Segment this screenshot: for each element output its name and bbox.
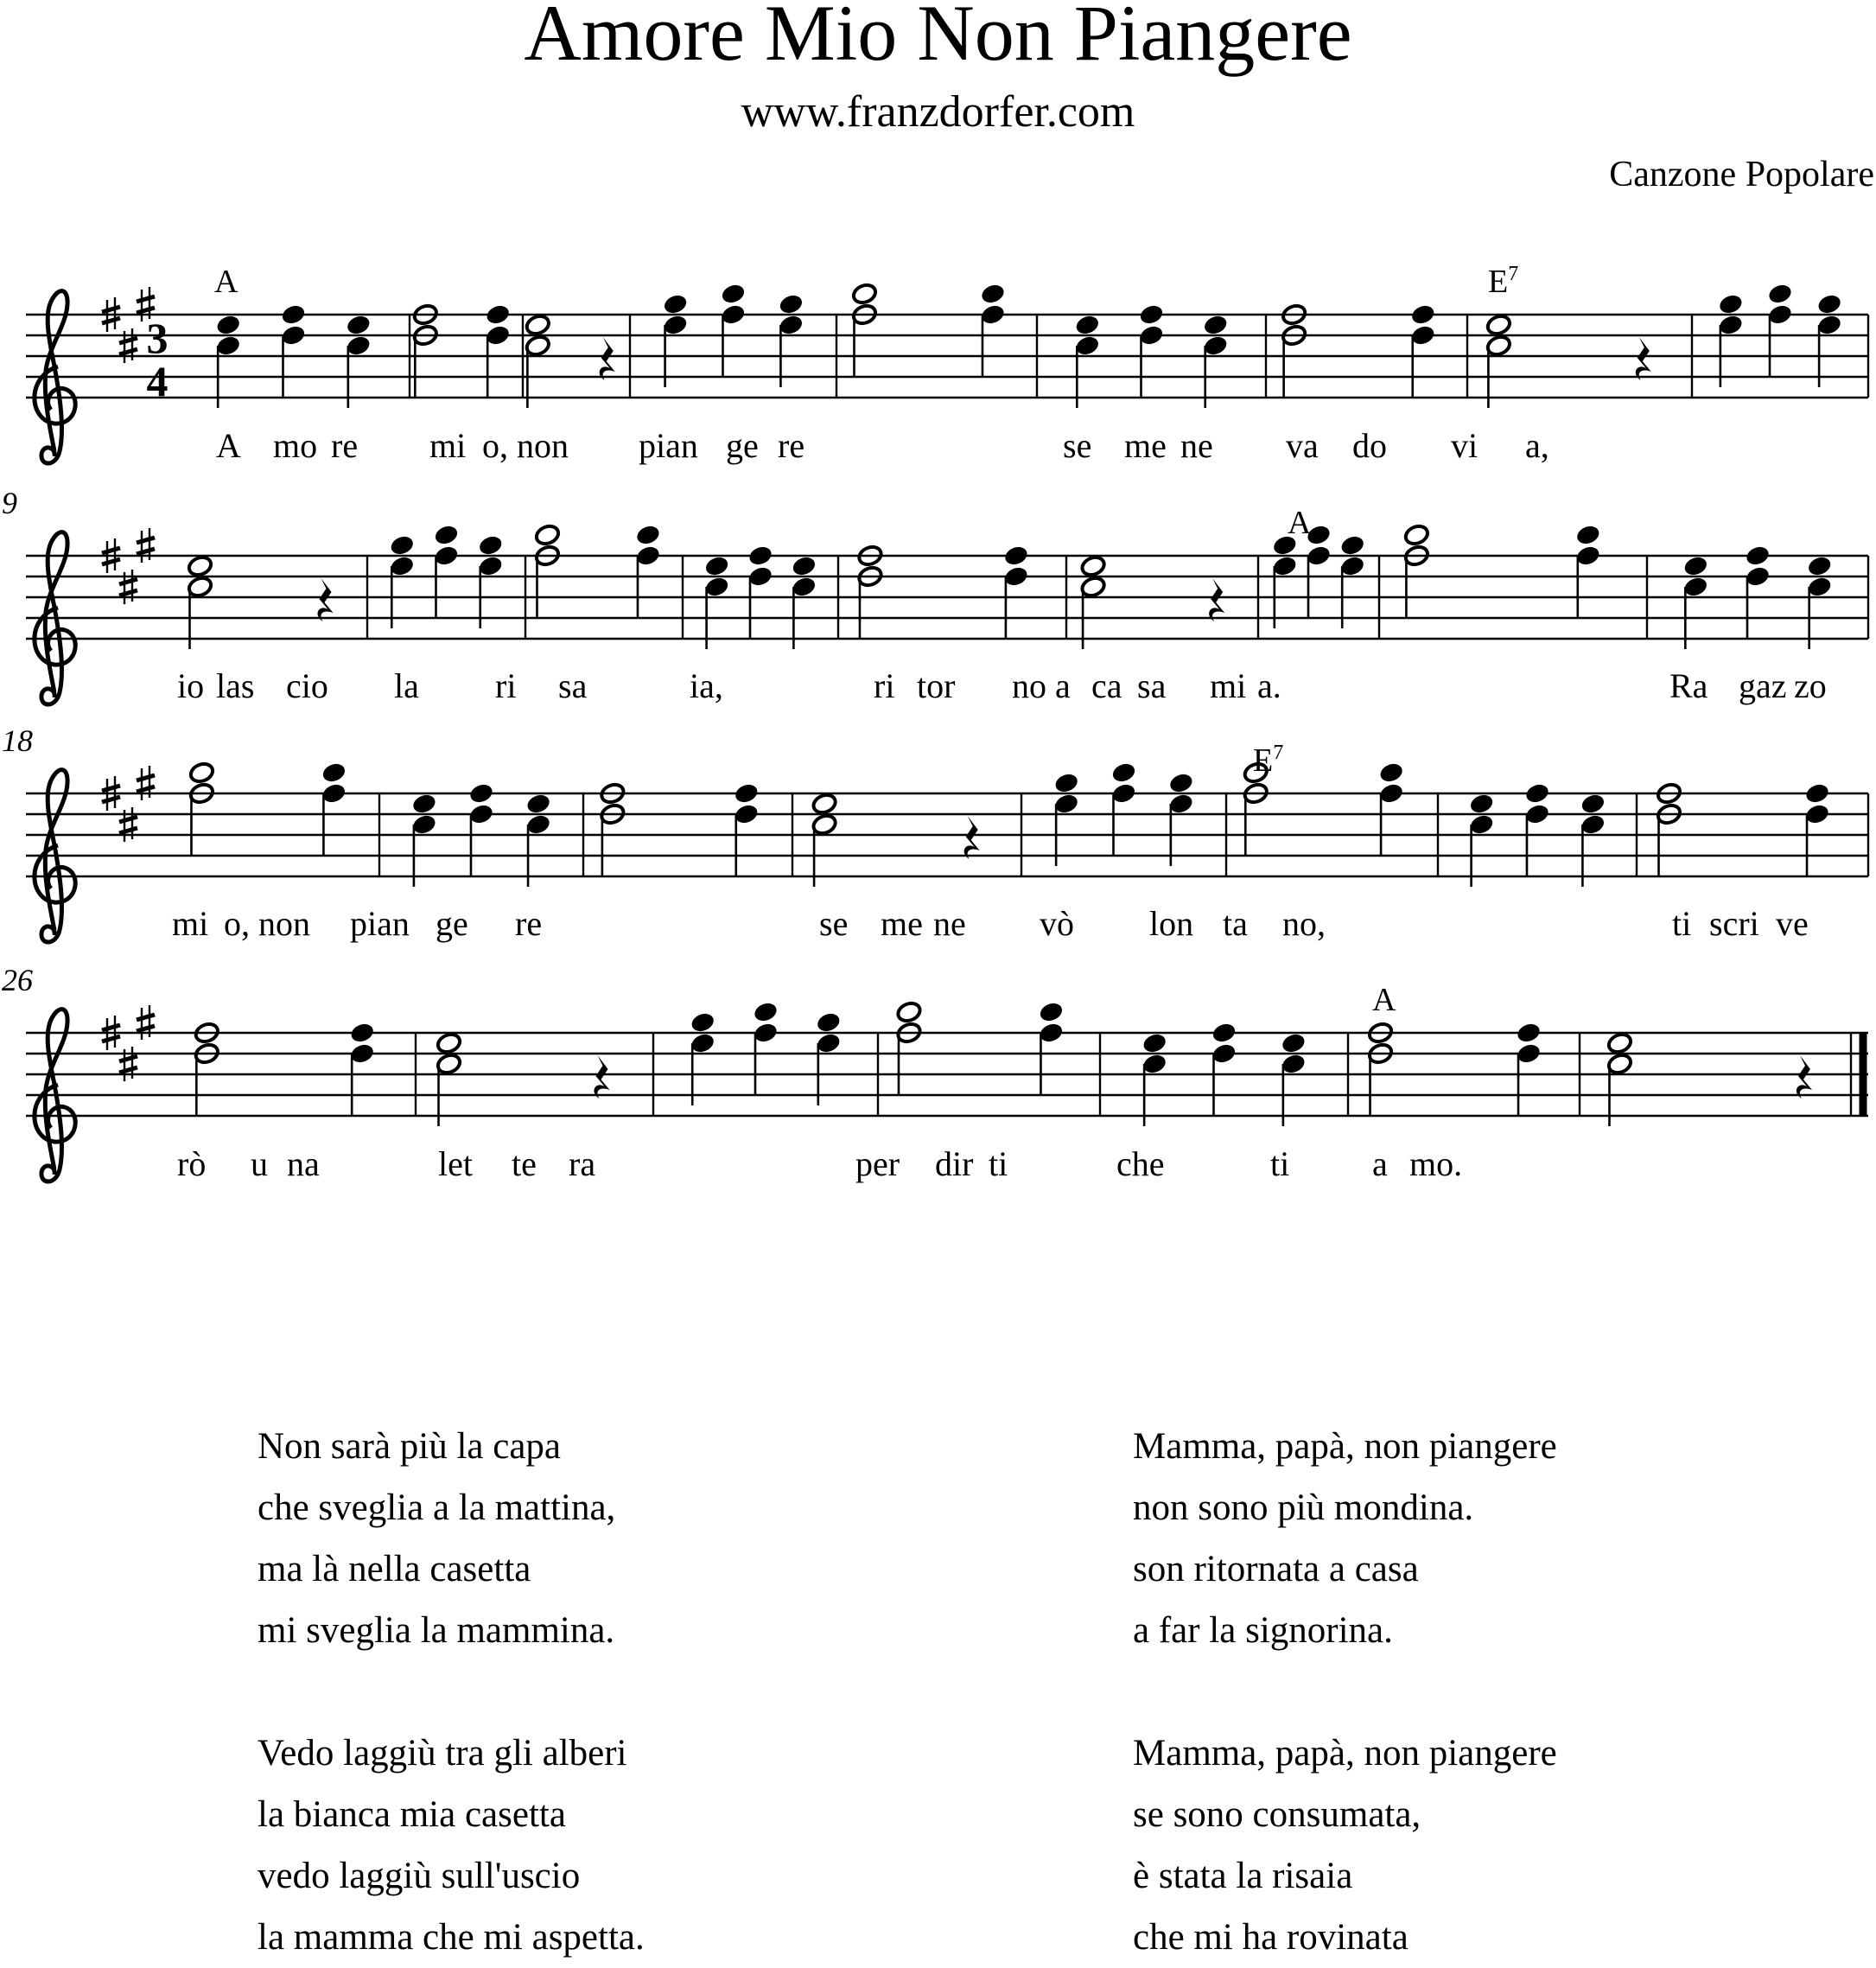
lyric-syllable: lon [1149, 904, 1194, 943]
chord-extension: 7 [1273, 742, 1284, 764]
sharp-icon [119, 328, 137, 363]
lyric-syllable: va [1286, 426, 1319, 465]
half-note-head [534, 523, 561, 546]
note-head [477, 533, 504, 557]
lyric-syllable: gaz [1739, 666, 1787, 705]
verse-line: è stata la risaia [1133, 1856, 1353, 1896]
lyric-syllable: re [515, 904, 543, 943]
verse-line: che sveglia a la mattina, [258, 1487, 616, 1528]
lyric-syllable: ia, [690, 666, 723, 705]
lyric-syllable: pian [639, 426, 698, 465]
half-note-head [525, 313, 551, 336]
note-head [815, 1010, 842, 1034]
lyric-syllable: mo [273, 426, 318, 465]
verse-line: ma là nella casetta [258, 1549, 531, 1589]
lyric-syllable: mi [429, 426, 467, 465]
verse-line: Non sarà più la capa [258, 1426, 562, 1467]
lyric-syllable: se [819, 904, 849, 943]
verse-line: vedo laggiù sull'uscio [258, 1856, 581, 1896]
lyric-syllable: sa [558, 666, 588, 705]
note-head [1141, 1031, 1168, 1054]
quarter-rest-icon [600, 337, 615, 380]
note-head [1202, 313, 1229, 336]
lyric-syllable: se [1063, 426, 1092, 465]
note-head [1280, 1031, 1307, 1054]
lyric-syllable: dir [935, 1144, 974, 1183]
lyric-syllable: tor [917, 666, 956, 705]
chord-root: A [1288, 505, 1312, 541]
lyric-syllable: las [216, 666, 255, 705]
note-head [690, 1010, 716, 1034]
lyric-syllable: ri [495, 666, 517, 705]
lyric-syllable: A [216, 426, 241, 465]
lyric-syllable: rò [177, 1144, 207, 1183]
note-head [1211, 1021, 1237, 1044]
verse-line: che mi ha rovinata [1133, 1917, 1409, 1958]
note-head [1409, 303, 1436, 326]
half-note-head [436, 1031, 462, 1054]
note-head [1167, 771, 1194, 794]
lyric-syllable: me [1124, 426, 1167, 465]
lyric-syllable: ne [1180, 426, 1213, 465]
chord-root: E [1253, 742, 1274, 779]
verse-line: Vedo laggiù tra gli alberi [258, 1733, 627, 1774]
note-head [467, 781, 494, 805]
note-head [1816, 292, 1843, 315]
chord-symbol [1288, 504, 1311, 542]
lyric-syllable: me [881, 904, 923, 943]
quarter-rest-icon [1209, 578, 1224, 621]
half-note-head [895, 1000, 922, 1023]
verse-line: mi sveglia la mammina. [258, 1610, 615, 1651]
note-head [1803, 781, 1830, 805]
half-note-head [1485, 313, 1512, 336]
lyric-syllable: ta [1223, 904, 1248, 943]
lyric-syllable: mi [1210, 666, 1247, 705]
quarter-rest-icon [1797, 1055, 1812, 1099]
lyric-syllable: cio [286, 666, 328, 705]
chord-symbol [1488, 263, 1518, 301]
note-head [485, 303, 512, 326]
lyric-syllable: o, non [224, 904, 310, 943]
lyric-syllable: zo [1794, 666, 1827, 705]
lyric-syllable: ra [569, 1144, 596, 1183]
lyric-syllable: la [394, 666, 419, 705]
note-head [747, 544, 773, 567]
lyric-syllable: mo. [1409, 1144, 1463, 1183]
note-head [1580, 792, 1606, 815]
lyric-syllable: ri [874, 666, 895, 705]
note-head [1574, 523, 1601, 546]
lyric-syllable: let [438, 1144, 473, 1183]
note-head [349, 1021, 376, 1044]
note-head [1717, 292, 1744, 315]
lyric-syllable: ve [1776, 904, 1809, 943]
measure-number: 9 [2, 486, 17, 520]
half-note-head [851, 282, 878, 305]
verse-line: son ritornata a casa [1133, 1549, 1419, 1589]
note-head [1002, 544, 1029, 567]
lyric-syllable: ge [436, 904, 468, 943]
measure-number: 18 [2, 723, 33, 758]
note-head [979, 282, 1006, 305]
half-note-head [1403, 523, 1430, 546]
note-head [1766, 282, 1793, 305]
lyric-syllable: do [1352, 426, 1387, 465]
note-head [215, 313, 242, 336]
sharp-icon [137, 766, 155, 800]
lyric-syllable: ti [989, 1144, 1008, 1183]
website-url[interactable]: www.franzdorfer.com [741, 87, 1135, 137]
quarter-rest-icon [1636, 337, 1651, 380]
quarter-rest-icon [317, 578, 333, 621]
lyric-syllable: re [331, 426, 359, 465]
lyric-syllable: vò [1040, 904, 1074, 943]
lyric-syllable: che [1116, 1144, 1165, 1183]
verse-line: la bianca mia casetta [258, 1794, 566, 1835]
lyric-syllable: te [512, 1144, 537, 1183]
note-head [662, 292, 689, 315]
chord-symbol [214, 263, 238, 301]
chord-root: E [1488, 264, 1509, 300]
note-head [1110, 761, 1137, 784]
note-head [321, 761, 347, 784]
quarter-rest-icon [594, 1055, 609, 1099]
lyric-syllable: pian [350, 904, 410, 943]
lyric-syllable: a [1372, 1144, 1388, 1183]
chord-extension: 7 [1508, 263, 1519, 285]
sharp-icon [119, 1047, 137, 1081]
lyric-syllable: a. [1257, 666, 1281, 705]
note-head [1523, 781, 1550, 805]
verse-line: a far la signorina. [1133, 1610, 1393, 1651]
lyric-syllable: sa [1137, 666, 1167, 705]
quarter-rest-icon [964, 816, 980, 859]
note-head [389, 533, 416, 557]
note-head [1339, 533, 1366, 557]
note-head [703, 554, 730, 577]
composer-credit: Canzone Popolare [1609, 155, 1874, 194]
verses-left-column [258, 1416, 645, 1968]
note-head [634, 523, 661, 546]
lyric-syllable: vi [1451, 426, 1479, 465]
time-signature-top: 3 [146, 314, 169, 362]
note-head [1053, 771, 1080, 794]
chord-root: A [1372, 982, 1396, 1018]
lyric-syllable: a, [1525, 426, 1549, 465]
lyric-syllable: ge [726, 426, 759, 465]
verse-line: la mamma che mi aspetta. [258, 1917, 645, 1958]
note-head [1806, 554, 1833, 577]
lyric-syllable: ti [1270, 1144, 1290, 1183]
sharp-icon [119, 807, 137, 842]
note-head [1515, 1021, 1542, 1044]
lyric-syllable: o, non [482, 426, 569, 465]
lyric-syllable: u [251, 1144, 268, 1183]
note-head [1744, 544, 1771, 567]
lyric-syllable: per [855, 1144, 900, 1183]
half-note-head [187, 554, 213, 577]
chord-symbol [1372, 981, 1396, 1019]
lyric-syllable: ca [1091, 666, 1122, 705]
verse-line: non sono più mondina. [1133, 1487, 1474, 1528]
lyric-syllable: Ra [1669, 666, 1708, 705]
note-head [720, 282, 747, 305]
lyric-syllable: na [287, 1144, 320, 1183]
note-head [1468, 792, 1495, 815]
note-head [1682, 554, 1709, 577]
note-head [525, 792, 551, 815]
note-head [752, 1000, 779, 1023]
lyric-syllable: re [778, 426, 805, 465]
verses-right-column [1133, 1416, 1557, 1968]
chord-symbol [1253, 742, 1283, 780]
measure-number: 26 [2, 963, 33, 997]
sharp-icon [137, 528, 155, 563]
lyric-syllable: scri [1709, 904, 1759, 943]
note-head [433, 523, 460, 546]
half-note-head [1606, 1031, 1633, 1054]
note-head [791, 554, 817, 577]
song-title: Amore Mio Non Piangere [524, 0, 1352, 77]
lyric-syllable: mi [172, 904, 209, 943]
verse-line: se sono consumata, [1133, 1794, 1421, 1835]
note-head [778, 292, 804, 315]
staves [26, 282, 1868, 1181]
sharp-icon [119, 570, 137, 604]
note-head [410, 792, 437, 815]
lyric-syllable: io [177, 666, 205, 705]
chord-root: A [214, 264, 238, 300]
note-head [1074, 313, 1101, 336]
note-head [345, 313, 372, 336]
lyric-syllable: no, [1282, 904, 1326, 943]
note-head [1038, 1000, 1065, 1023]
lyric-syllable: ti [1672, 904, 1692, 943]
note-head [733, 781, 760, 805]
note-head [1377, 761, 1404, 784]
half-note-head [811, 792, 837, 815]
lyric-syllable: no a [1012, 666, 1071, 705]
sharp-icon [137, 1005, 155, 1040]
note-head [1138, 303, 1165, 326]
verse-line: Mamma, papà, non piangere [1133, 1426, 1557, 1467]
verse-line: Mamma, papà, non piangere [1133, 1733, 1557, 1774]
lyric-syllable: ne [933, 904, 966, 943]
half-note-head [188, 761, 215, 784]
half-note-head [1079, 554, 1106, 577]
note-head [280, 303, 307, 326]
time-signature-bottom: 4 [146, 357, 169, 405]
